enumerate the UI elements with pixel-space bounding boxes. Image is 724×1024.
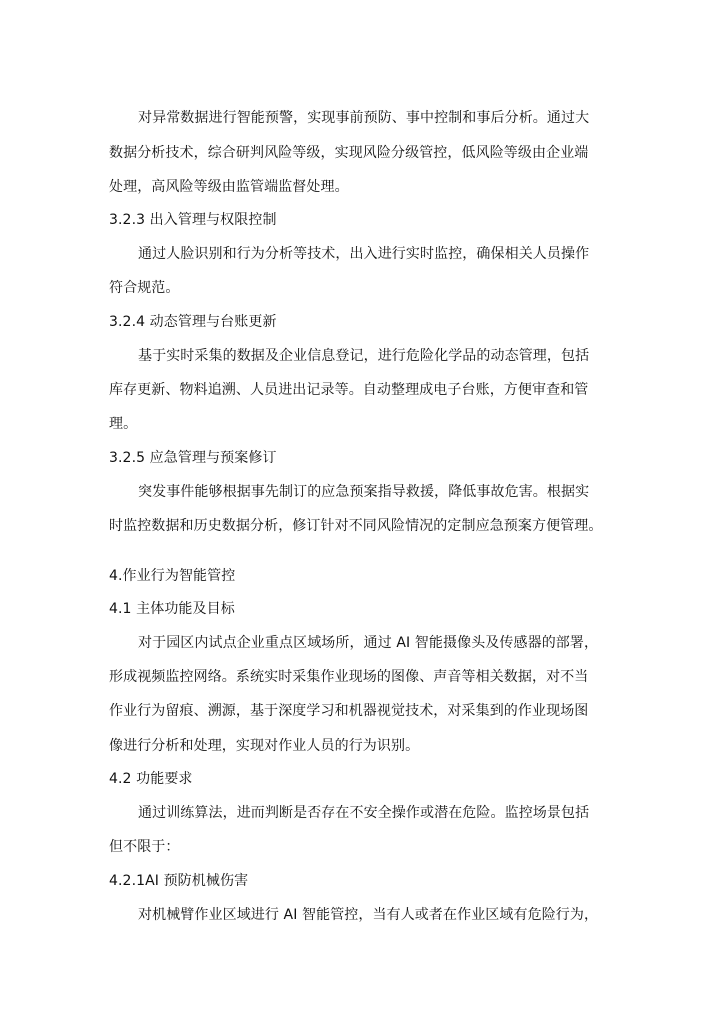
section-heading-4: 4.作业行为智能管控: [109, 568, 236, 584]
paragraph-line: 突发事件能够根据事先制订的应急预案指导救援，降低事故危害。根据实: [138, 484, 590, 500]
paragraph-line: 处理，高风险等级由监管端监督处理。: [109, 179, 349, 195]
section-heading-3-2-4: 3.2.4 动态管理与台账更新: [109, 314, 277, 330]
paragraph-line: 形成视频监控网络。系统实时采集作业现场的图像、声音等相关数据，对不当: [109, 669, 589, 685]
paragraph-line: 理。: [109, 416, 138, 432]
paragraph-line: 对异常数据进行智能预警，实现事前预防、事中控制和事后分析。通过大: [138, 110, 590, 126]
paragraph-line: 时监控数据和历史数据分析，修订针对不同风险情况的定制应急预案方便管理。: [109, 518, 603, 534]
paragraph-line: 作业行为留痕、溯源，基于深度学习和机器视觉技术，对采集到的作业现场图: [109, 703, 589, 719]
section-heading-4-2: 4.2 功能要求: [109, 771, 193, 787]
paragraph-line: 通过训练算法，进而判断是否存在不安全操作或潜在危险。监控场景包括: [138, 805, 590, 821]
paragraph-line: 像进行分析和处理，实现对作业人员的行为识别。: [109, 738, 420, 754]
paragraph-line: 但不限于：: [109, 839, 180, 855]
paragraph-line: 对于园区内试点企业重点区域场所，通过 AI 智能摄像头及传感器的部署，: [138, 635, 599, 651]
paragraph-line: 基于实时采集的数据及企业信息登记，进行危险化学品的动态管理，包括: [138, 348, 590, 364]
paragraph-line: 库存更新、物料追溯、人员进出记录等。自动整理成电子台账，方便审查和管: [109, 382, 589, 398]
paragraph-line: 对机械臂作业区域进行 AI 智能管控，当有人或者在作业区域有危险行为，: [138, 907, 599, 923]
paragraph-line: 符合规范。: [109, 280, 180, 296]
paragraph-line: 数据分析技术，综合研判风险等级，实现风险分级管控，低风险等级由企业端: [109, 145, 589, 161]
section-heading-4-2-1: 4.2.1AI 预防机械伤害: [109, 873, 249, 889]
section-heading-3-2-5: 3.2.5 应急管理与预案修订: [109, 450, 277, 466]
section-heading-3-2-3: 3.2.3 出入管理与权限控制: [109, 212, 277, 228]
paragraph-line: 通过人脸识别和行为分析等技术，出入进行实时监控，确保相关人员操作: [138, 246, 590, 262]
section-heading-4-1: 4.1 主体功能及目标: [109, 601, 235, 617]
